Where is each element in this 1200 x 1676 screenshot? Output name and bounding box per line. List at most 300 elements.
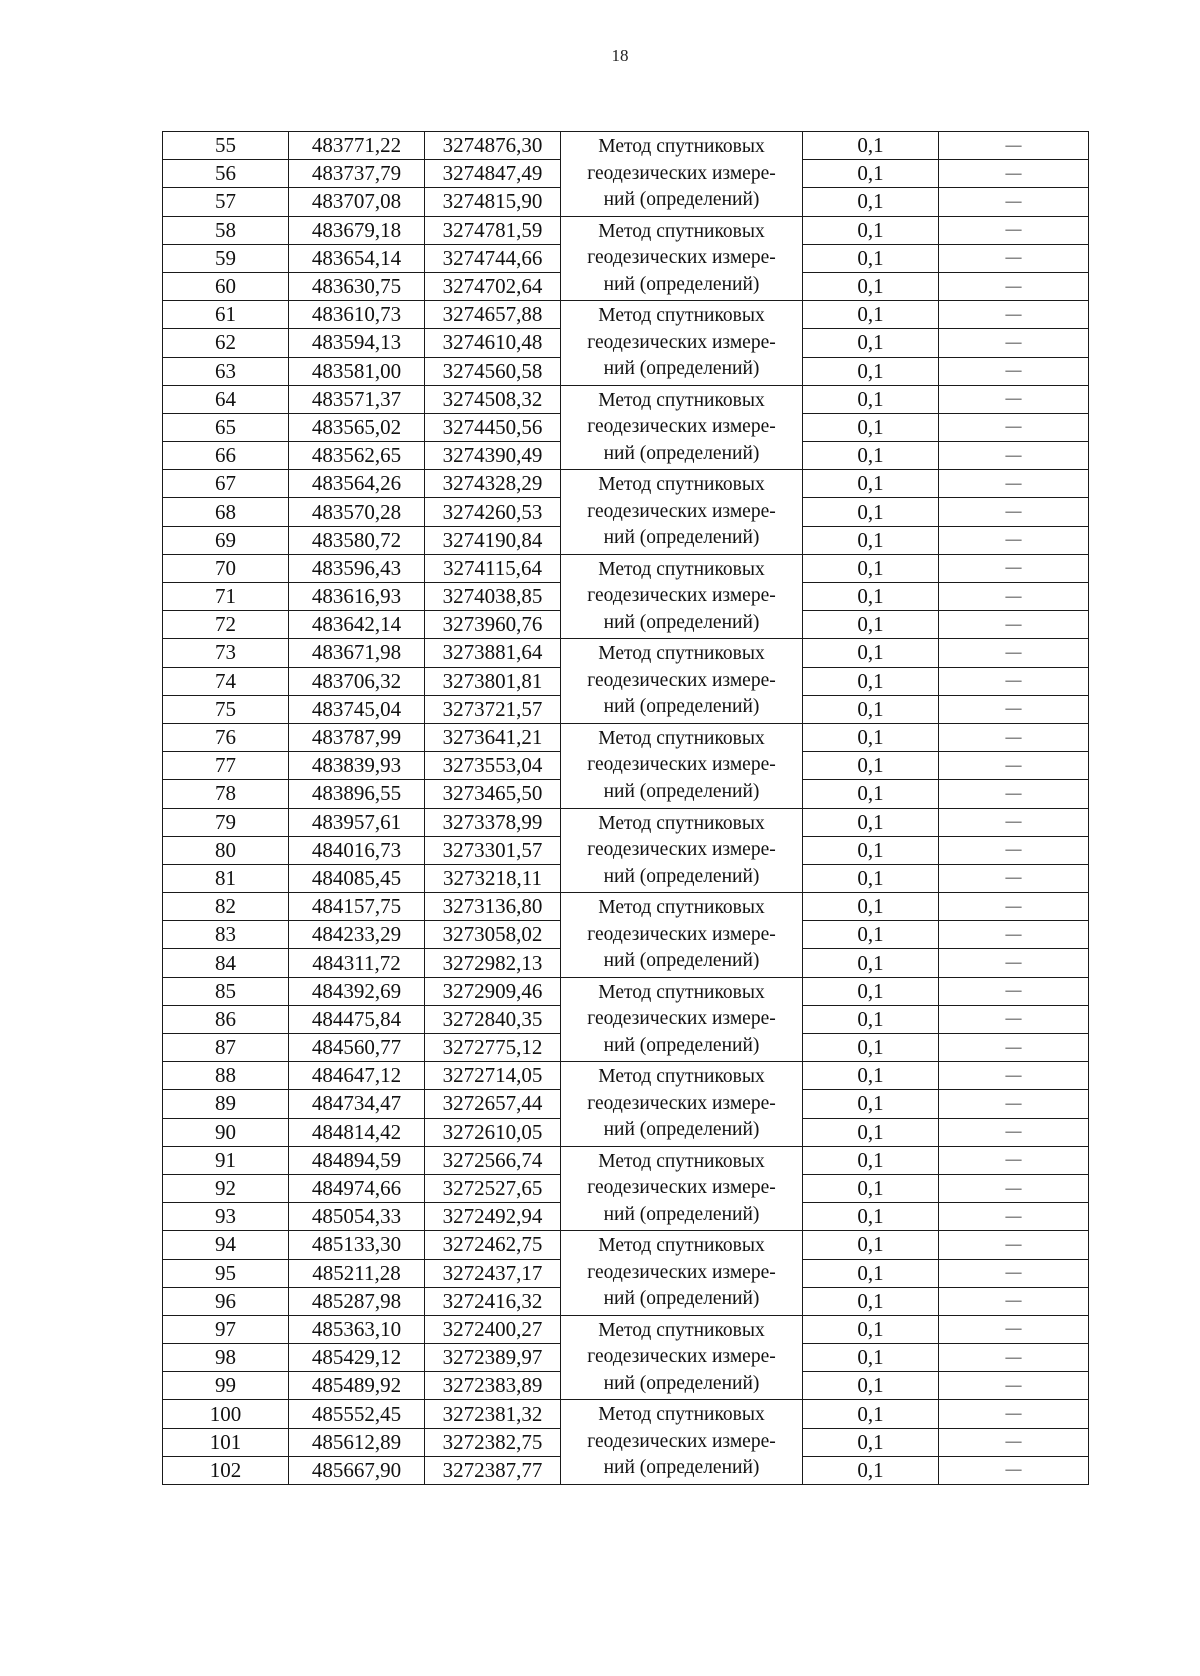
note-cell: — (939, 1118, 1089, 1146)
method-line: геодезических измере- (587, 585, 776, 607)
method-line: ний (определений) (603, 273, 760, 295)
method-line: геодезических измере- (587, 416, 776, 438)
y-coordinate-cell: 3272909,46 (425, 977, 561, 1005)
x-coordinate-cell: 484974,66 (289, 1174, 425, 1202)
x-coordinate-cell: 485612,89 (289, 1428, 425, 1456)
note-cell: — (939, 470, 1089, 498)
point-number-cell: 82 (163, 893, 289, 921)
point-number-cell: 76 (163, 723, 289, 751)
accuracy-cell: 0,1 (803, 639, 939, 667)
y-coordinate-cell: 3272527,65 (425, 1174, 561, 1202)
note-cell: — (939, 1174, 1089, 1202)
accuracy-cell: 0,1 (803, 1174, 939, 1202)
note-cell: — (939, 1456, 1089, 1484)
method-cell (561, 554, 803, 639)
accuracy-cell: 0,1 (803, 216, 939, 244)
x-coordinate-cell: 483737,79 (289, 160, 425, 188)
y-coordinate-cell: 3274560,58 (425, 357, 561, 385)
point-number-cell: 87 (163, 1034, 289, 1062)
accuracy-cell: 0,1 (803, 667, 939, 695)
x-coordinate-cell: 483570,28 (289, 498, 425, 526)
y-coordinate-cell: 3273301,57 (425, 836, 561, 864)
point-number-cell: 100 (163, 1400, 289, 1428)
coordinates-table (162, 131, 1089, 1485)
method-line: ний (определений) (603, 527, 760, 549)
accuracy-cell: 0,1 (803, 1231, 939, 1259)
y-coordinate-cell: 3272387,77 (425, 1456, 561, 1484)
x-coordinate-cell: 483594,13 (289, 329, 425, 357)
note-cell: — (939, 357, 1089, 385)
method-line: Метод спутниковых (598, 305, 765, 327)
y-coordinate-cell: 3273058,02 (425, 921, 561, 949)
method-line: ний (определений) (603, 611, 760, 633)
point-number-cell: 91 (163, 1146, 289, 1174)
point-number-cell: 78 (163, 780, 289, 808)
y-coordinate-cell: 3274702,64 (425, 272, 561, 300)
x-coordinate-cell: 484311,72 (289, 949, 425, 977)
point-number-cell: 98 (163, 1344, 289, 1372)
note-cell: — (939, 808, 1089, 836)
y-coordinate-cell: 3272381,32 (425, 1400, 561, 1428)
x-coordinate-cell: 483706,32 (289, 667, 425, 695)
note-cell: — (939, 893, 1089, 921)
note-cell: — (939, 160, 1089, 188)
accuracy-cell: 0,1 (803, 864, 939, 892)
method-line: геодезических измере- (587, 247, 776, 269)
x-coordinate-cell: 484085,45 (289, 864, 425, 892)
accuracy-cell: 0,1 (803, 1090, 939, 1118)
table-row (163, 1062, 1089, 1090)
x-coordinate-cell: 483896,55 (289, 780, 425, 808)
method-line: геодезических измере- (587, 1346, 776, 1368)
x-coordinate-cell: 485489,92 (289, 1372, 425, 1400)
method-line: ний (определений) (603, 950, 760, 972)
method-cell (561, 216, 803, 301)
y-coordinate-cell: 3272382,75 (425, 1428, 561, 1456)
method-line: геодезических измере- (587, 923, 776, 945)
y-coordinate-cell: 3274390,49 (425, 442, 561, 470)
point-number-cell: 59 (163, 244, 289, 272)
note-cell: — (939, 301, 1089, 329)
point-number-cell: 90 (163, 1118, 289, 1146)
x-coordinate-cell: 485133,30 (289, 1231, 425, 1259)
point-number-cell: 83 (163, 921, 289, 949)
accuracy-cell: 0,1 (803, 1428, 939, 1456)
y-coordinate-cell: 3272462,75 (425, 1231, 561, 1259)
method-line: геодезических измере- (587, 331, 776, 353)
y-coordinate-cell: 3272657,44 (425, 1090, 561, 1118)
note-cell: — (939, 385, 1089, 413)
note-cell: — (939, 611, 1089, 639)
note-cell: — (939, 1428, 1089, 1456)
point-number-cell: 101 (163, 1428, 289, 1456)
method-line: Метод спутниковых (598, 474, 765, 496)
x-coordinate-cell: 483610,73 (289, 301, 425, 329)
y-coordinate-cell: 3274744,66 (425, 244, 561, 272)
table-row (163, 470, 1089, 498)
accuracy-cell: 0,1 (803, 413, 939, 441)
x-coordinate-cell: 484814,42 (289, 1118, 425, 1146)
note-cell: — (939, 1146, 1089, 1174)
method-line: Метод спутниковых (598, 812, 765, 834)
point-number-cell: 75 (163, 695, 289, 723)
accuracy-cell: 0,1 (803, 554, 939, 582)
y-coordinate-cell: 3273553,04 (425, 752, 561, 780)
table-row (163, 1315, 1089, 1343)
method-line: Метод спутниковых (598, 1066, 765, 1088)
point-number-cell: 56 (163, 160, 289, 188)
accuracy-cell: 0,1 (803, 272, 939, 300)
note-cell: — (939, 1062, 1089, 1090)
x-coordinate-cell: 483581,00 (289, 357, 425, 385)
y-coordinate-cell: 3272400,27 (425, 1315, 561, 1343)
x-coordinate-cell: 484475,84 (289, 1005, 425, 1033)
method-line: геодезических измере- (587, 1092, 776, 1114)
point-number-cell: 92 (163, 1174, 289, 1202)
table-row (163, 554, 1089, 582)
note-cell: — (939, 1231, 1089, 1259)
x-coordinate-cell: 484392,69 (289, 977, 425, 1005)
note-cell: — (939, 921, 1089, 949)
accuracy-cell: 0,1 (803, 301, 939, 329)
table-row (163, 639, 1089, 667)
y-coordinate-cell: 3272714,05 (425, 1062, 561, 1090)
table-body (163, 132, 1089, 1485)
method-line: Метод спутниковых (598, 897, 765, 919)
note-cell: — (939, 216, 1089, 244)
y-coordinate-cell: 3274328,29 (425, 470, 561, 498)
point-number-cell: 62 (163, 329, 289, 357)
method-line: геодезических измере- (587, 1430, 776, 1452)
accuracy-cell: 0,1 (803, 1315, 939, 1343)
accuracy-cell: 0,1 (803, 1259, 939, 1287)
method-cell (561, 1315, 803, 1400)
table-row (163, 132, 1089, 160)
method-line: ний (определений) (603, 1457, 760, 1479)
point-number-cell: 66 (163, 442, 289, 470)
point-number-cell: 102 (163, 1456, 289, 1484)
x-coordinate-cell: 485552,45 (289, 1400, 425, 1428)
method-cell (561, 301, 803, 386)
note-cell: — (939, 1005, 1089, 1033)
x-coordinate-cell: 483787,99 (289, 723, 425, 751)
accuracy-cell: 0,1 (803, 1400, 939, 1428)
accuracy-cell: 0,1 (803, 526, 939, 554)
accuracy-cell: 0,1 (803, 808, 939, 836)
method-cell (561, 893, 803, 978)
point-number-cell: 77 (163, 752, 289, 780)
y-coordinate-cell: 3272982,13 (425, 949, 561, 977)
method-line: геодезических измере- (587, 754, 776, 776)
x-coordinate-cell: 483596,43 (289, 554, 425, 582)
note-cell: — (939, 132, 1089, 160)
method-line: ний (определений) (603, 1372, 760, 1394)
method-line: ний (определений) (603, 358, 760, 380)
y-coordinate-cell: 3273960,76 (425, 611, 561, 639)
point-number-cell: 70 (163, 554, 289, 582)
x-coordinate-cell: 485287,98 (289, 1287, 425, 1315)
y-coordinate-cell: 3273881,64 (425, 639, 561, 667)
y-coordinate-cell: 3274847,49 (425, 160, 561, 188)
method-cell (561, 1231, 803, 1316)
accuracy-cell: 0,1 (803, 470, 939, 498)
x-coordinate-cell: 484647,12 (289, 1062, 425, 1090)
x-coordinate-cell: 484016,73 (289, 836, 425, 864)
method-line: геодезических измере- (587, 1177, 776, 1199)
method-line: Метод спутниковых (598, 220, 765, 242)
method-cell (561, 385, 803, 470)
accuracy-cell: 0,1 (803, 385, 939, 413)
y-coordinate-cell: 3274115,64 (425, 554, 561, 582)
y-coordinate-cell: 3272416,32 (425, 1287, 561, 1315)
note-cell: — (939, 554, 1089, 582)
table-row (163, 808, 1089, 836)
method-line: геодезических измере- (587, 839, 776, 861)
note-cell: — (939, 413, 1089, 441)
point-number-cell: 65 (163, 413, 289, 441)
method-line: геодезических измере- (587, 669, 776, 691)
accuracy-cell: 0,1 (803, 836, 939, 864)
accuracy-cell: 0,1 (803, 132, 939, 160)
point-number-cell: 97 (163, 1315, 289, 1343)
method-line: ний (определений) (603, 780, 760, 802)
x-coordinate-cell: 483745,04 (289, 695, 425, 723)
y-coordinate-cell: 3274450,56 (425, 413, 561, 441)
point-number-cell: 95 (163, 1259, 289, 1287)
method-line: Метод спутниковых (598, 981, 765, 1003)
point-number-cell: 74 (163, 667, 289, 695)
point-number-cell: 85 (163, 977, 289, 1005)
method-cell (561, 639, 803, 724)
x-coordinate-cell: 484560,77 (289, 1034, 425, 1062)
x-coordinate-cell: 483630,75 (289, 272, 425, 300)
method-cell (561, 1146, 803, 1231)
accuracy-cell: 0,1 (803, 921, 939, 949)
method-line: ний (определений) (603, 696, 760, 718)
point-number-cell: 72 (163, 611, 289, 639)
y-coordinate-cell: 3273136,80 (425, 893, 561, 921)
accuracy-cell: 0,1 (803, 188, 939, 216)
method-cell (561, 1062, 803, 1147)
accuracy-cell: 0,1 (803, 357, 939, 385)
method-line: ний (определений) (603, 1203, 760, 1225)
note-cell: — (939, 723, 1089, 751)
note-cell: — (939, 1344, 1089, 1372)
table-row (163, 977, 1089, 1005)
y-coordinate-cell: 3274610,48 (425, 329, 561, 357)
point-number-cell: 55 (163, 132, 289, 160)
y-coordinate-cell: 3274876,30 (425, 132, 561, 160)
x-coordinate-cell: 483771,22 (289, 132, 425, 160)
method-cell (561, 723, 803, 808)
x-coordinate-cell: 483616,93 (289, 583, 425, 611)
point-number-cell: 63 (163, 357, 289, 385)
point-number-cell: 80 (163, 836, 289, 864)
accuracy-cell: 0,1 (803, 1372, 939, 1400)
y-coordinate-cell: 3272437,17 (425, 1259, 561, 1287)
accuracy-cell: 0,1 (803, 160, 939, 188)
point-number-cell: 73 (163, 639, 289, 667)
note-cell: — (939, 780, 1089, 808)
method-line: ний (определений) (603, 442, 760, 464)
accuracy-cell: 0,1 (803, 498, 939, 526)
note-cell: — (939, 526, 1089, 554)
accuracy-cell: 0,1 (803, 893, 939, 921)
point-number-cell: 94 (163, 1231, 289, 1259)
method-line: ний (определений) (603, 1119, 760, 1141)
x-coordinate-cell: 485054,33 (289, 1203, 425, 1231)
point-number-cell: 81 (163, 864, 289, 892)
method-line: Метод спутниковых (598, 558, 765, 580)
method-line: Метод спутниковых (598, 727, 765, 749)
x-coordinate-cell: 484894,59 (289, 1146, 425, 1174)
table-row (163, 1231, 1089, 1259)
point-number-cell: 61 (163, 301, 289, 329)
y-coordinate-cell: 3274038,85 (425, 583, 561, 611)
table-row (163, 301, 1089, 329)
note-cell: — (939, 1372, 1089, 1400)
y-coordinate-cell: 3272389,97 (425, 1344, 561, 1372)
y-coordinate-cell: 3274190,84 (425, 526, 561, 554)
x-coordinate-cell: 484233,29 (289, 921, 425, 949)
point-number-cell: 79 (163, 808, 289, 836)
method-cell (561, 977, 803, 1062)
x-coordinate-cell: 483679,18 (289, 216, 425, 244)
method-line: Метод спутниковых (598, 389, 765, 411)
method-line: ний (определений) (603, 1288, 760, 1310)
method-line: Метод спутниковых (598, 1404, 765, 1426)
x-coordinate-cell: 483671,98 (289, 639, 425, 667)
accuracy-cell: 0,1 (803, 949, 939, 977)
y-coordinate-cell: 3273721,57 (425, 695, 561, 723)
y-coordinate-cell: 3272492,94 (425, 1203, 561, 1231)
method-line: ний (определений) (603, 1034, 760, 1056)
point-number-cell: 57 (163, 188, 289, 216)
accuracy-cell: 0,1 (803, 752, 939, 780)
note-cell: — (939, 1203, 1089, 1231)
note-cell: — (939, 667, 1089, 695)
accuracy-cell: 0,1 (803, 977, 939, 1005)
x-coordinate-cell: 483580,72 (289, 526, 425, 554)
note-cell: — (939, 583, 1089, 611)
table-row (163, 385, 1089, 413)
point-number-cell: 86 (163, 1005, 289, 1033)
note-cell: — (939, 752, 1089, 780)
x-coordinate-cell: 485667,90 (289, 1456, 425, 1484)
y-coordinate-cell: 3274657,88 (425, 301, 561, 329)
table-row (163, 723, 1089, 751)
note-cell: — (939, 1287, 1089, 1315)
method-line: Метод спутниковых (598, 1150, 765, 1172)
method-line: Метод спутниковых (598, 1319, 765, 1341)
y-coordinate-cell: 3273378,99 (425, 808, 561, 836)
point-number-cell: 58 (163, 216, 289, 244)
x-coordinate-cell: 483707,08 (289, 188, 425, 216)
accuracy-cell: 0,1 (803, 1287, 939, 1315)
note-cell: — (939, 864, 1089, 892)
table-row (163, 216, 1089, 244)
point-number-cell: 69 (163, 526, 289, 554)
y-coordinate-cell: 3273641,21 (425, 723, 561, 751)
table-row (163, 893, 1089, 921)
y-coordinate-cell: 3274781,59 (425, 216, 561, 244)
accuracy-cell: 0,1 (803, 695, 939, 723)
accuracy-cell: 0,1 (803, 723, 939, 751)
point-number-cell: 84 (163, 949, 289, 977)
x-coordinate-cell: 483565,02 (289, 413, 425, 441)
point-number-cell: 68 (163, 498, 289, 526)
note-cell: — (939, 695, 1089, 723)
y-coordinate-cell: 3274508,32 (425, 385, 561, 413)
point-number-cell: 67 (163, 470, 289, 498)
x-coordinate-cell: 484734,47 (289, 1090, 425, 1118)
accuracy-cell: 0,1 (803, 1344, 939, 1372)
point-number-cell: 88 (163, 1062, 289, 1090)
accuracy-cell: 0,1 (803, 1456, 939, 1484)
note-cell: — (939, 442, 1089, 470)
note-cell: — (939, 639, 1089, 667)
point-number-cell: 96 (163, 1287, 289, 1315)
point-number-cell: 93 (163, 1203, 289, 1231)
x-coordinate-cell: 483642,14 (289, 611, 425, 639)
table-row (163, 1400, 1089, 1428)
y-coordinate-cell: 3272610,05 (425, 1118, 561, 1146)
page-number: 18 (611, 46, 629, 65)
note-cell: — (939, 977, 1089, 1005)
accuracy-cell: 0,1 (803, 1203, 939, 1231)
note-cell: — (939, 244, 1089, 272)
table-row (163, 1146, 1089, 1174)
note-cell: — (939, 329, 1089, 357)
method-line: геодезических измере- (587, 500, 776, 522)
x-coordinate-cell: 485363,10 (289, 1315, 425, 1343)
note-cell: — (939, 188, 1089, 216)
accuracy-cell: 0,1 (803, 1062, 939, 1090)
method-cell (561, 132, 803, 217)
y-coordinate-cell: 3274815,90 (425, 188, 561, 216)
x-coordinate-cell: 484157,75 (289, 893, 425, 921)
note-cell: — (939, 272, 1089, 300)
point-number-cell: 64 (163, 385, 289, 413)
x-coordinate-cell: 483562,65 (289, 442, 425, 470)
method-cell (561, 470, 803, 555)
point-number-cell: 60 (163, 272, 289, 300)
accuracy-cell: 0,1 (803, 442, 939, 470)
method-cell (561, 808, 803, 893)
accuracy-cell: 0,1 (803, 1005, 939, 1033)
x-coordinate-cell: 485211,28 (289, 1259, 425, 1287)
note-cell: — (939, 1400, 1089, 1428)
x-coordinate-cell: 483564,26 (289, 470, 425, 498)
note-cell: — (939, 498, 1089, 526)
x-coordinate-cell: 483957,61 (289, 808, 425, 836)
x-coordinate-cell: 483839,93 (289, 752, 425, 780)
method-line: геодезических измере- (587, 1261, 776, 1283)
accuracy-cell: 0,1 (803, 1146, 939, 1174)
method-line: геодезических измере- (587, 162, 776, 184)
note-cell: — (939, 836, 1089, 864)
method-line: ний (определений) (603, 865, 760, 887)
note-cell: — (939, 1315, 1089, 1343)
y-coordinate-cell: 3273801,81 (425, 667, 561, 695)
accuracy-cell: 0,1 (803, 780, 939, 808)
accuracy-cell: 0,1 (803, 1034, 939, 1062)
point-number-cell: 89 (163, 1090, 289, 1118)
accuracy-cell: 0,1 (803, 611, 939, 639)
y-coordinate-cell: 3273465,50 (425, 780, 561, 808)
y-coordinate-cell: 3272383,89 (425, 1372, 561, 1400)
x-coordinate-cell: 485429,12 (289, 1344, 425, 1372)
